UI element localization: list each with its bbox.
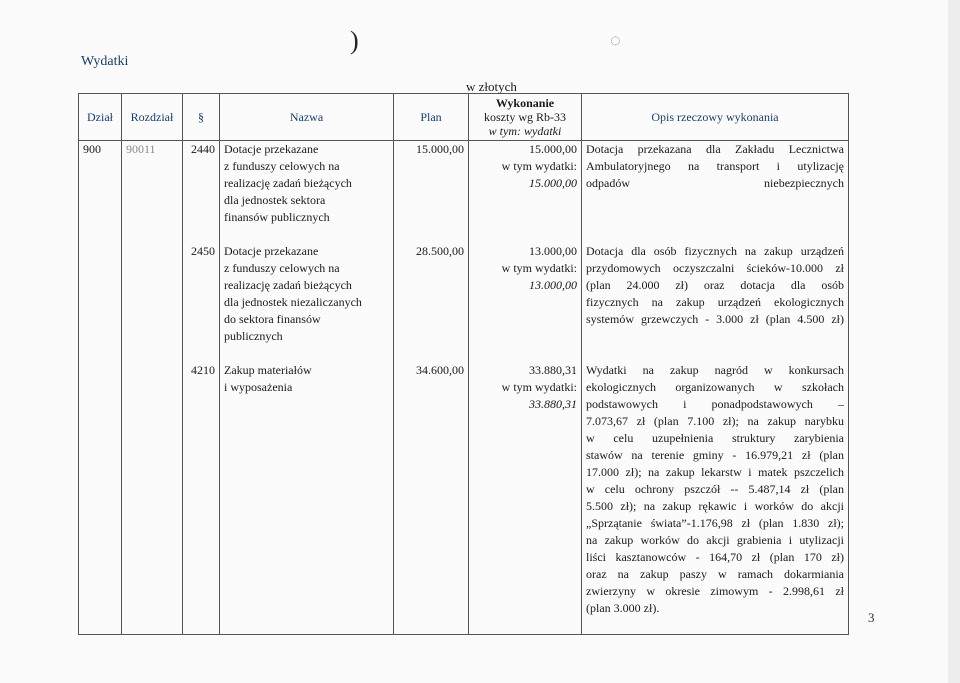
opis-line: Ambulatoryjnego na transport i utylizację bbox=[586, 159, 844, 173]
opis-line: fizycznych na zakup urządzeń ekologicznych bbox=[586, 295, 844, 309]
empty-line bbox=[473, 600, 577, 617]
empty-line bbox=[398, 311, 464, 328]
empty-line bbox=[398, 464, 464, 481]
wykonanie-line: 33.880,31 bbox=[529, 397, 577, 411]
opis-cell bbox=[582, 141, 849, 635]
empty-line bbox=[224, 413, 389, 430]
empty-line bbox=[473, 192, 577, 209]
empty-line bbox=[398, 566, 464, 583]
empty-line bbox=[398, 277, 464, 294]
empty-line bbox=[187, 532, 215, 549]
page-number: 3 bbox=[868, 610, 875, 625]
row-spacer bbox=[473, 226, 577, 243]
paragraf-value: 2450 bbox=[191, 244, 215, 258]
opis-line: Wydatki na zakup nagród w konkursach bbox=[586, 363, 844, 377]
empty-line bbox=[224, 464, 389, 481]
unit-label: w złotych bbox=[466, 79, 517, 94]
empty-line bbox=[398, 158, 464, 175]
wykonanie-line: 15.000,00 bbox=[529, 142, 577, 156]
header-plan: Plan bbox=[394, 94, 469, 141]
empty-line bbox=[398, 515, 464, 532]
empty-line bbox=[586, 328, 844, 345]
row-spacer bbox=[187, 226, 215, 243]
empty-line bbox=[586, 209, 844, 226]
opis-line: w celu ochrony pszczół -- 5.487,14 zł (plan bbox=[586, 482, 844, 496]
empty-line bbox=[187, 260, 215, 277]
nazwa-line: Dotacje przekazane bbox=[224, 142, 319, 156]
plan-value: 28.500,00 bbox=[416, 244, 464, 258]
nazwa-line: realizację zadań bieżących bbox=[224, 278, 352, 292]
header-row bbox=[79, 94, 849, 141]
empty-line bbox=[187, 396, 215, 413]
empty-line bbox=[187, 311, 215, 328]
row-spacer bbox=[224, 226, 389, 243]
empty-line bbox=[398, 260, 464, 277]
empty-line bbox=[473, 328, 577, 345]
empty-line bbox=[473, 464, 577, 481]
empty-line bbox=[187, 413, 215, 430]
row-spacer bbox=[586, 617, 844, 634]
empty-line bbox=[473, 549, 577, 566]
empty-line bbox=[398, 600, 464, 617]
binder-hole-mark: ) bbox=[350, 26, 359, 55]
empty-line bbox=[398, 209, 464, 226]
section-title: Wydatki bbox=[81, 54, 129, 69]
plan-cell bbox=[394, 141, 469, 635]
header-opis: Opis rzeczowy wykonania bbox=[582, 94, 849, 141]
row-spacer bbox=[398, 617, 464, 634]
row-spacer bbox=[187, 617, 215, 634]
row-spacer bbox=[586, 226, 844, 243]
wykonanie-line: 33.880,31 bbox=[529, 363, 577, 377]
empty-line bbox=[224, 430, 389, 447]
empty-line bbox=[224, 549, 389, 566]
opis-line: ekologicznych organizowanych w szkołach bbox=[586, 380, 844, 394]
nazwa-line: Zakup materiałów bbox=[224, 363, 312, 377]
nazwa-line: publicznych bbox=[224, 329, 283, 343]
wykonanie-line: w tym wydatki: bbox=[501, 380, 577, 394]
empty-line bbox=[398, 294, 464, 311]
plan-value: 34.600,00 bbox=[416, 363, 464, 377]
rozdzial-cell: 90011 bbox=[122, 141, 183, 635]
empty-line bbox=[473, 583, 577, 600]
opis-line: Dotacja przekazana dla Zakładu Lecznictwa bbox=[586, 142, 844, 156]
header-rozdzial: Rozdział bbox=[122, 94, 183, 141]
nazwa-line: finansów publicznych bbox=[224, 210, 330, 224]
wykonanie-line: w tym wydatki: bbox=[501, 261, 577, 275]
opis-line: przydomowych oczyszczalni ścieków-10.000 zł bbox=[586, 261, 844, 275]
table-row bbox=[79, 141, 849, 635]
opis-line: na zakup worków do akcji grabienia i utylizacji bbox=[586, 533, 844, 547]
empty-line bbox=[187, 209, 215, 226]
row-spacer bbox=[398, 345, 464, 362]
header-dzial: Dział bbox=[79, 94, 122, 141]
empty-line bbox=[473, 532, 577, 549]
empty-line bbox=[398, 396, 464, 413]
empty-line bbox=[224, 583, 389, 600]
nazwa-line: z funduszy celowych na bbox=[224, 261, 340, 275]
opis-line: 7.073,67 zł (plan 7.100 zł); na zakup narybku bbox=[586, 414, 844, 428]
empty-line bbox=[398, 532, 464, 549]
opis-line: stawów na terenie gminy - 16.979,21 zł (plan bbox=[586, 448, 844, 462]
empty-line bbox=[473, 566, 577, 583]
empty-line bbox=[473, 481, 577, 498]
empty-line bbox=[187, 328, 215, 345]
empty-line bbox=[398, 328, 464, 345]
empty-line bbox=[224, 447, 389, 464]
nazwa-line: realizację zadań bieżących bbox=[224, 176, 352, 190]
paragraf-value: 4210 bbox=[191, 363, 215, 377]
binder-hole-mark: ◌ bbox=[610, 30, 621, 50]
empty-line bbox=[224, 600, 389, 617]
row-spacer bbox=[398, 226, 464, 243]
row-spacer bbox=[473, 617, 577, 634]
empty-line bbox=[473, 515, 577, 532]
header-wykonanie-wydatki: w tym: wydatki bbox=[488, 124, 562, 138]
empty-line bbox=[187, 294, 215, 311]
opis-line: 5.500 zł); na zakup rękawic i worków do akcji bbox=[586, 499, 844, 513]
paragraf-cell bbox=[183, 141, 220, 635]
empty-line bbox=[224, 566, 389, 583]
row-spacer bbox=[473, 345, 577, 362]
opis-line: podstawowych i ponadpodstawowych – bbox=[586, 397, 844, 411]
plan-value: 15.000,00 bbox=[416, 142, 464, 156]
wykonanie-line: 15.000,00 bbox=[529, 176, 577, 190]
empty-line bbox=[398, 583, 464, 600]
empty-line bbox=[398, 549, 464, 566]
opis-line: 17.000 zł); na zakup lekarstw i matek pszczelich bbox=[586, 465, 844, 479]
nazwa-line: z funduszy celowych na bbox=[224, 159, 340, 173]
opis-line: oraz na zakup paszy w ramach dokarmiania bbox=[586, 567, 844, 581]
nazwa-line: Dotacje przekazane bbox=[224, 244, 319, 258]
nazwa-line: dla jednostek sektora bbox=[224, 193, 326, 207]
nazwa-line: i wyposażenia bbox=[224, 380, 293, 394]
opis-line: Dotacja dla osób fizycznych na zakup urządzeń bbox=[586, 244, 844, 258]
header-nazwa: Nazwa bbox=[220, 94, 394, 141]
wykonanie-line: 13.000,00 bbox=[529, 244, 577, 258]
opis-line: liści kasztanowców - 164,70 zł (plan 170 zł) bbox=[586, 550, 844, 564]
empty-line bbox=[187, 600, 215, 617]
nazwa-cell bbox=[220, 141, 394, 635]
row-spacer bbox=[224, 345, 389, 362]
nazwa-line: dla jednostek niezaliczanych bbox=[224, 295, 362, 309]
row-spacer bbox=[187, 345, 215, 362]
empty-line bbox=[398, 192, 464, 209]
empty-line bbox=[398, 413, 464, 430]
wykonanie-line: w tym wydatki: bbox=[501, 159, 577, 173]
empty-line bbox=[398, 379, 464, 396]
empty-line bbox=[187, 158, 215, 175]
empty-line bbox=[473, 447, 577, 464]
empty-line bbox=[473, 413, 577, 430]
empty-line bbox=[187, 192, 215, 209]
opis-line: w celu uzupełnienia struktury zarybienia bbox=[586, 431, 844, 445]
empty-line bbox=[187, 549, 215, 566]
empty-line bbox=[187, 481, 215, 498]
row-spacer bbox=[586, 345, 844, 362]
header-wykonanie-label: Wykonanie bbox=[495, 96, 555, 110]
empty-line bbox=[187, 566, 215, 583]
header-wykonanie bbox=[469, 94, 582, 141]
opis-line: (plan 3.000 zł). bbox=[586, 601, 660, 615]
empty-line bbox=[187, 447, 215, 464]
opis-line: zwierzyny w okresie zimowym - 2.998,61 zł bbox=[586, 584, 844, 598]
empty-line bbox=[224, 515, 389, 532]
opis-line: „Sprzątanie świata”-1.176,98 zł (plan 1.830 zł); bbox=[586, 516, 844, 530]
wykonanie-cell bbox=[469, 141, 582, 635]
opis-line: (plan 24.000 zł) oraz dotacja dla osób bbox=[586, 278, 844, 292]
expenses-table bbox=[78, 93, 849, 635]
row-spacer bbox=[224, 617, 389, 634]
empty-line bbox=[586, 192, 844, 209]
empty-line bbox=[224, 498, 389, 515]
dzial-cell: 900 bbox=[79, 141, 122, 635]
empty-line bbox=[473, 311, 577, 328]
empty-line bbox=[473, 294, 577, 311]
paragraf-value: 2440 bbox=[191, 142, 215, 156]
empty-line bbox=[187, 515, 215, 532]
header-wykonanie-koszty: koszty wg Rb-33 bbox=[484, 110, 566, 124]
empty-line bbox=[187, 498, 215, 515]
empty-line bbox=[473, 209, 577, 226]
empty-line bbox=[398, 175, 464, 192]
empty-line bbox=[187, 583, 215, 600]
header-paragraf: § bbox=[183, 94, 220, 141]
empty-line bbox=[224, 396, 389, 413]
empty-line bbox=[398, 447, 464, 464]
empty-line bbox=[473, 430, 577, 447]
empty-line bbox=[398, 430, 464, 447]
empty-line bbox=[224, 532, 389, 549]
empty-line bbox=[473, 498, 577, 515]
empty-line bbox=[187, 379, 215, 396]
empty-line bbox=[187, 430, 215, 447]
empty-line bbox=[398, 498, 464, 515]
nazwa-line: do sektora finansów bbox=[224, 312, 321, 326]
wykonanie-line: 13.000,00 bbox=[529, 278, 577, 292]
empty-line bbox=[187, 175, 215, 192]
empty-line bbox=[187, 464, 215, 481]
empty-line bbox=[187, 277, 215, 294]
empty-line bbox=[224, 481, 389, 498]
empty-line bbox=[398, 481, 464, 498]
opis-line: odpadów niebezpiecznych bbox=[586, 176, 844, 190]
opis-line: systemów grzewczych - 3.000 zł (plan 4.500 zł) bbox=[586, 312, 844, 326]
